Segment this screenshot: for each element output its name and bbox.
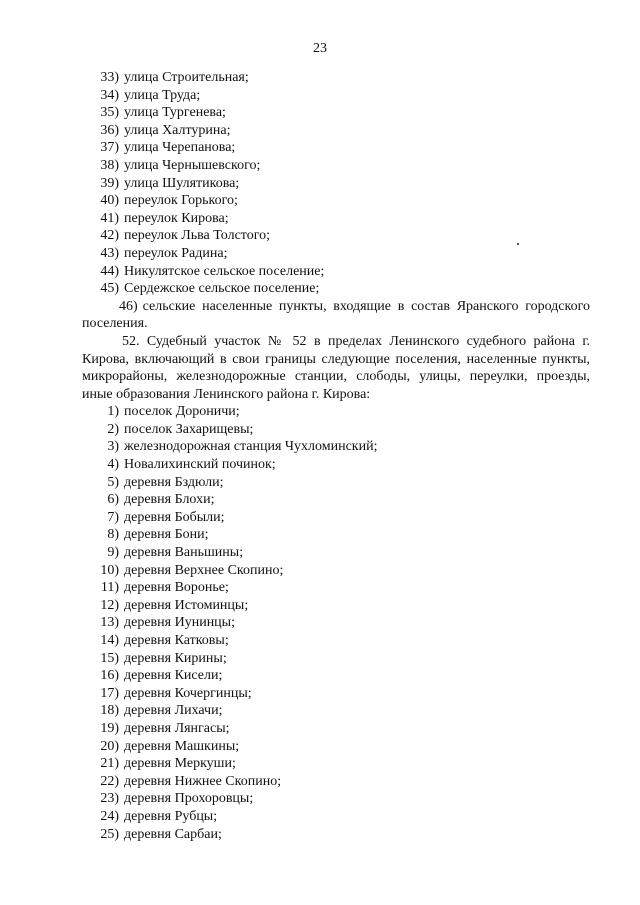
item-number: 8) bbox=[107, 527, 119, 543]
list-item bbox=[82, 175, 590, 193]
list-item bbox=[82, 491, 590, 509]
list-item bbox=[82, 685, 590, 703]
item-text: деревня Кисели; bbox=[124, 668, 223, 684]
item-text: сельские населенные пункты, входящие в состав Яранского городского поселения. bbox=[82, 298, 590, 332]
item-text: улица Труда; bbox=[124, 87, 201, 103]
item-text: железнодорожная станция Чухломинский; bbox=[124, 439, 378, 455]
item-number: 15) bbox=[100, 650, 119, 666]
paragraph-52 bbox=[82, 333, 590, 403]
list-item bbox=[82, 456, 590, 474]
item-number: 9) bbox=[107, 545, 119, 561]
list-item bbox=[82, 562, 590, 580]
item-number: 4) bbox=[107, 457, 119, 473]
list-item bbox=[82, 544, 590, 562]
list-item bbox=[82, 210, 590, 228]
item-text: улица Черепанова; bbox=[124, 140, 236, 156]
item-text: деревня Катковы; bbox=[124, 633, 229, 648]
item-text: деревня Блохи; bbox=[124, 492, 215, 508]
paragraph-text: 52. Судебный участок № 52 в пределах Ленинского судебного района г. Кирова, включающий в свои границы следующие поселения, населенные пункты, микрорайоны, железнодорожные станции, слободы, улицы, переулки, проезды, иные образования Ленинского района г. Кирова: bbox=[82, 333, 590, 402]
list-item bbox=[82, 650, 590, 668]
item-text: деревня Лянгасы; bbox=[124, 720, 230, 736]
item-text: поселок Захарищевы; bbox=[124, 421, 254, 437]
item-text: Сердежское сельское поселение; bbox=[124, 281, 320, 297]
list-item bbox=[82, 702, 590, 720]
list-item bbox=[82, 122, 590, 140]
item-text: деревня Бздюли; bbox=[124, 474, 224, 490]
list-item bbox=[82, 403, 590, 421]
item-text: деревня Рубцы; bbox=[124, 808, 218, 824]
list-item bbox=[82, 421, 590, 439]
item-number: 10) bbox=[100, 562, 119, 578]
item-text: переулок Радина; bbox=[124, 245, 228, 261]
list-item bbox=[82, 808, 590, 826]
list-item bbox=[82, 755, 590, 773]
item-text: Никулятское сельское поселение; bbox=[124, 263, 325, 279]
item-number: 37) bbox=[100, 140, 119, 156]
item-text: улица Тургенева; bbox=[124, 105, 226, 121]
item-text: поселок Дороничи; bbox=[124, 404, 240, 420]
item-text: деревня Истоминцы; bbox=[124, 597, 249, 613]
item-number: 45) bbox=[100, 281, 119, 297]
scan-speck bbox=[517, 243, 519, 245]
item-number: 44) bbox=[100, 263, 119, 279]
list-item bbox=[82, 157, 590, 175]
item-number: 1) bbox=[107, 404, 119, 420]
item-number: 2) bbox=[107, 421, 119, 437]
list-item bbox=[82, 227, 590, 245]
item-number: 24) bbox=[100, 808, 119, 824]
item-text: переулок Кирова; bbox=[124, 210, 229, 226]
item-number: 23) bbox=[100, 791, 119, 807]
item-number: 22) bbox=[100, 773, 119, 789]
list-item bbox=[82, 69, 590, 87]
list-item bbox=[82, 597, 590, 615]
item-number: 40) bbox=[100, 193, 119, 209]
list-item bbox=[82, 579, 590, 597]
item-number: 17) bbox=[100, 685, 119, 701]
list-item bbox=[82, 280, 590, 298]
list-item-46 bbox=[82, 298, 590, 333]
item-number: 6) bbox=[107, 492, 119, 508]
list-item bbox=[82, 632, 590, 650]
list-item bbox=[82, 139, 590, 157]
list-item bbox=[82, 720, 590, 738]
item-number: 12) bbox=[100, 597, 119, 613]
item-number: 3) bbox=[107, 439, 119, 455]
list-item bbox=[82, 87, 590, 105]
list-item bbox=[82, 667, 590, 685]
document-body bbox=[82, 69, 590, 843]
item-text: Новалихинский починок; bbox=[124, 457, 276, 473]
list-item bbox=[82, 790, 590, 808]
item-number: 35) bbox=[100, 105, 119, 121]
list-item bbox=[82, 263, 590, 281]
settlement-list bbox=[82, 403, 590, 843]
item-number: 21) bbox=[100, 756, 119, 772]
item-text: деревня Меркуши; bbox=[124, 756, 236, 772]
item-text: деревня Машкины; bbox=[124, 738, 240, 754]
list-item bbox=[82, 245, 590, 263]
item-text: деревня Кочергинцы; bbox=[124, 685, 252, 701]
item-number: 16) bbox=[100, 668, 119, 684]
item-text: деревня Верхнее Скопино; bbox=[124, 562, 284, 578]
item-number: 13) bbox=[100, 615, 119, 631]
item-number: 36) bbox=[100, 122, 119, 138]
item-number: 25) bbox=[100, 826, 119, 842]
item-text: деревня Ваньшины; bbox=[124, 545, 244, 561]
item-number: 42) bbox=[100, 228, 119, 244]
item-number: 33) bbox=[100, 70, 119, 85]
item-number: 39) bbox=[100, 175, 119, 191]
list-item bbox=[82, 773, 590, 791]
item-text: деревня Иунинцы; bbox=[124, 615, 235, 631]
item-number: 46) bbox=[119, 298, 138, 314]
street-list bbox=[82, 69, 590, 298]
item-number: 5) bbox=[107, 474, 119, 490]
item-text: улица Строительная; bbox=[124, 70, 249, 85]
list-item bbox=[82, 192, 590, 210]
item-text: деревня Воронье; bbox=[124, 580, 229, 596]
list-item bbox=[82, 738, 590, 756]
item-text: деревня Прохоровцы; bbox=[124, 791, 254, 807]
item-number: 7) bbox=[107, 509, 119, 525]
list-item bbox=[82, 104, 590, 122]
list-item bbox=[82, 438, 590, 456]
item-text: деревня Бобыли; bbox=[124, 509, 225, 525]
item-text: улица Халтурина; bbox=[124, 122, 231, 138]
item-number: 14) bbox=[100, 633, 119, 648]
item-number: 41) bbox=[100, 210, 119, 226]
item-number: 19) bbox=[100, 720, 119, 736]
item-text: деревня Кирины; bbox=[124, 650, 227, 666]
item-text: улица Чернышевского; bbox=[124, 157, 261, 173]
item-text: деревня Бони; bbox=[124, 527, 209, 543]
item-number: 38) bbox=[100, 157, 119, 173]
item-number: 34) bbox=[100, 87, 119, 103]
item-number: 18) bbox=[100, 703, 119, 719]
item-number: 11) bbox=[100, 580, 119, 596]
page-number: 23 bbox=[313, 41, 327, 56]
item-text: деревня Нижнее Скопино; bbox=[124, 773, 282, 789]
list-item bbox=[82, 614, 590, 632]
item-number: 43) bbox=[100, 245, 119, 261]
list-item bbox=[82, 526, 590, 544]
item-text: деревня Лихачи; bbox=[124, 703, 223, 719]
item-text: переулок Горького; bbox=[124, 193, 238, 209]
list-item bbox=[82, 509, 590, 527]
item-text: улица Шулятикова; bbox=[124, 175, 240, 191]
item-text: деревня Сарбаи; bbox=[124, 826, 222, 842]
item-number: 20) bbox=[100, 738, 119, 754]
list-item bbox=[82, 826, 590, 844]
item-text: переулок Льва Толстого; bbox=[124, 228, 270, 244]
list-item bbox=[82, 474, 590, 492]
